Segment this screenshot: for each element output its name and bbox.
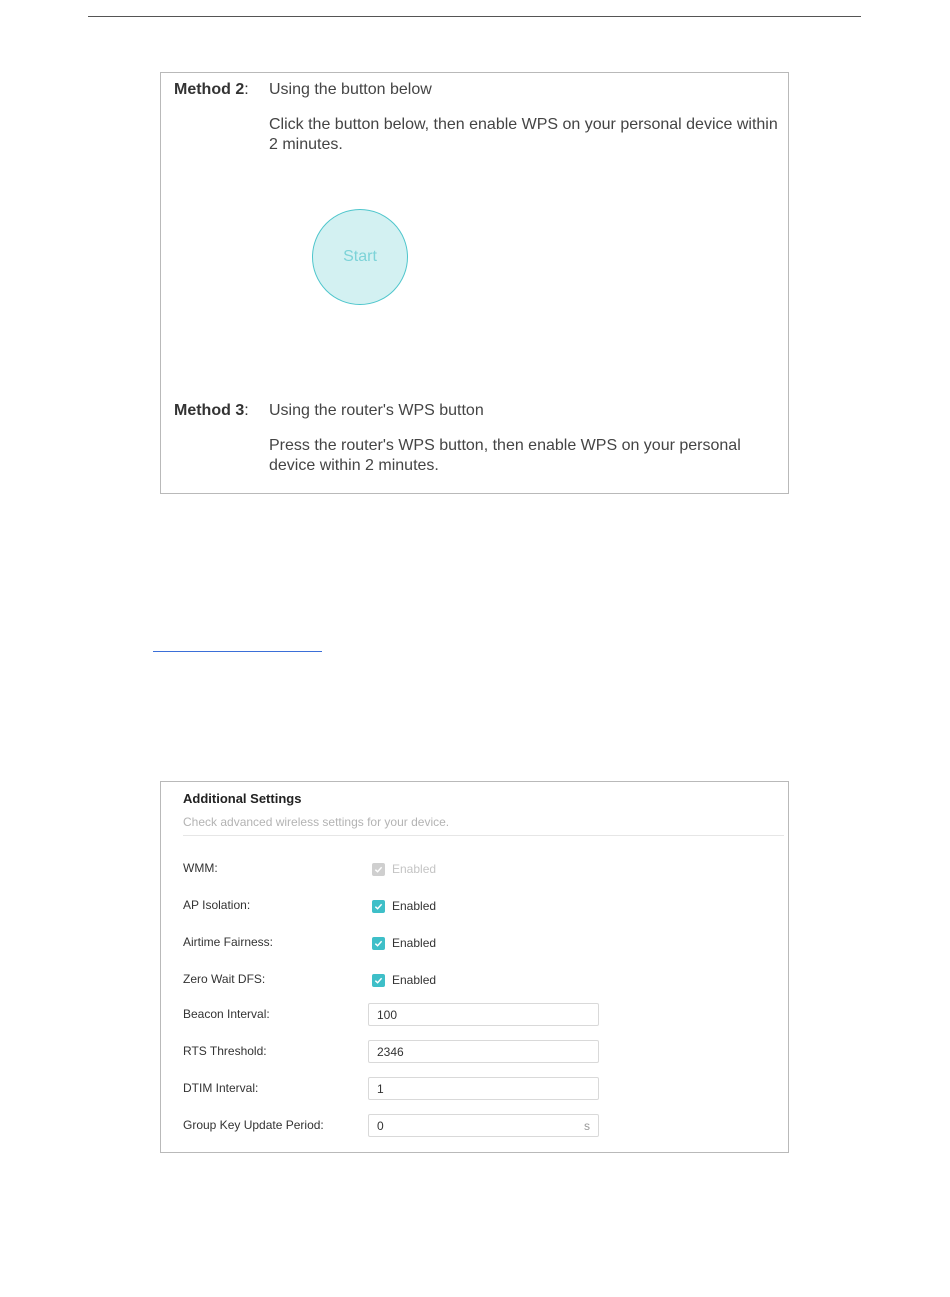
- group-key-update-row: [183, 1114, 783, 1138]
- beacon-interval-value: 100: [377, 1007, 398, 1022]
- wmm-value: Enabled: [392, 862, 437, 876]
- wmm-label: WMM:: [183, 861, 218, 875]
- settings-divider: [183, 835, 784, 836]
- checkmark-icon: [372, 937, 385, 950]
- additional-settings-panel: [160, 781, 789, 1153]
- beacon-interval-input[interactable]: [368, 1003, 599, 1026]
- checkmark-icon: [372, 863, 385, 876]
- rts-threshold-row: [183, 1040, 783, 1064]
- ap-isolation-checkbox[interactable]: [372, 899, 436, 913]
- zero-wait-dfs-label: Zero Wait DFS:: [183, 972, 266, 986]
- settings-title: Additional Settings: [183, 791, 302, 806]
- zero-wait-dfs-value: Enabled: [392, 973, 437, 987]
- checkmark-icon: [372, 900, 385, 913]
- wps-panel: [160, 72, 789, 494]
- dtim-interval-input[interactable]: [368, 1077, 599, 1100]
- dtim-interval-label: DTIM Interval:: [183, 1081, 259, 1095]
- method-3-label: Method 3:: [174, 402, 249, 419]
- wmm-checkbox: [372, 862, 436, 876]
- ap-isolation-label: AP Isolation:: [183, 898, 251, 912]
- group-key-update-input[interactable]: [368, 1114, 599, 1137]
- zero-wait-dfs-row: [183, 968, 783, 992]
- group-key-update-value: 0: [377, 1118, 384, 1133]
- airtime-fairness-row: [183, 931, 783, 955]
- link-underline: [153, 651, 322, 652]
- top-rule: [88, 16, 861, 17]
- method-2-label: Method 2:: [174, 81, 249, 98]
- wmm-row: [183, 857, 783, 881]
- checkmark-icon: [372, 974, 385, 987]
- zero-wait-dfs-checkbox[interactable]: [372, 973, 436, 987]
- group-key-update-label: Group Key Update Period:: [183, 1118, 324, 1132]
- method-2-title: Using the button below: [269, 81, 432, 98]
- wps-start-button[interactable]: Start: [312, 209, 408, 305]
- rts-threshold-input[interactable]: [368, 1040, 599, 1063]
- ap-isolation-value: Enabled: [392, 899, 437, 913]
- beacon-interval-label: Beacon Interval:: [183, 1007, 270, 1021]
- method-2-description: Click the button below, then enable WPS on your personal device within 2 minutes.: [269, 116, 778, 153]
- rts-threshold-label: RTS Threshold:: [183, 1044, 267, 1058]
- method-3-title: Using the router's WPS button: [269, 402, 484, 419]
- settings-subtitle: Check advanced wireless settings for your device.: [183, 815, 450, 829]
- beacon-interval-row: [183, 1003, 783, 1027]
- group-key-update-unit: s: [584, 1118, 590, 1133]
- dtim-interval-value: 1: [377, 1081, 384, 1096]
- airtime-fairness-checkbox[interactable]: [372, 936, 436, 950]
- dtim-interval-row: [183, 1077, 783, 1101]
- rts-threshold-value: 2346: [377, 1044, 404, 1059]
- airtime-fairness-value: Enabled: [392, 936, 437, 950]
- airtime-fairness-label: Airtime Fairness:: [183, 935, 274, 949]
- method-3-description: Press the router's WPS button, then enable WPS on your personal device within 2 minutes.: [269, 437, 741, 474]
- ap-isolation-row: [183, 894, 783, 918]
